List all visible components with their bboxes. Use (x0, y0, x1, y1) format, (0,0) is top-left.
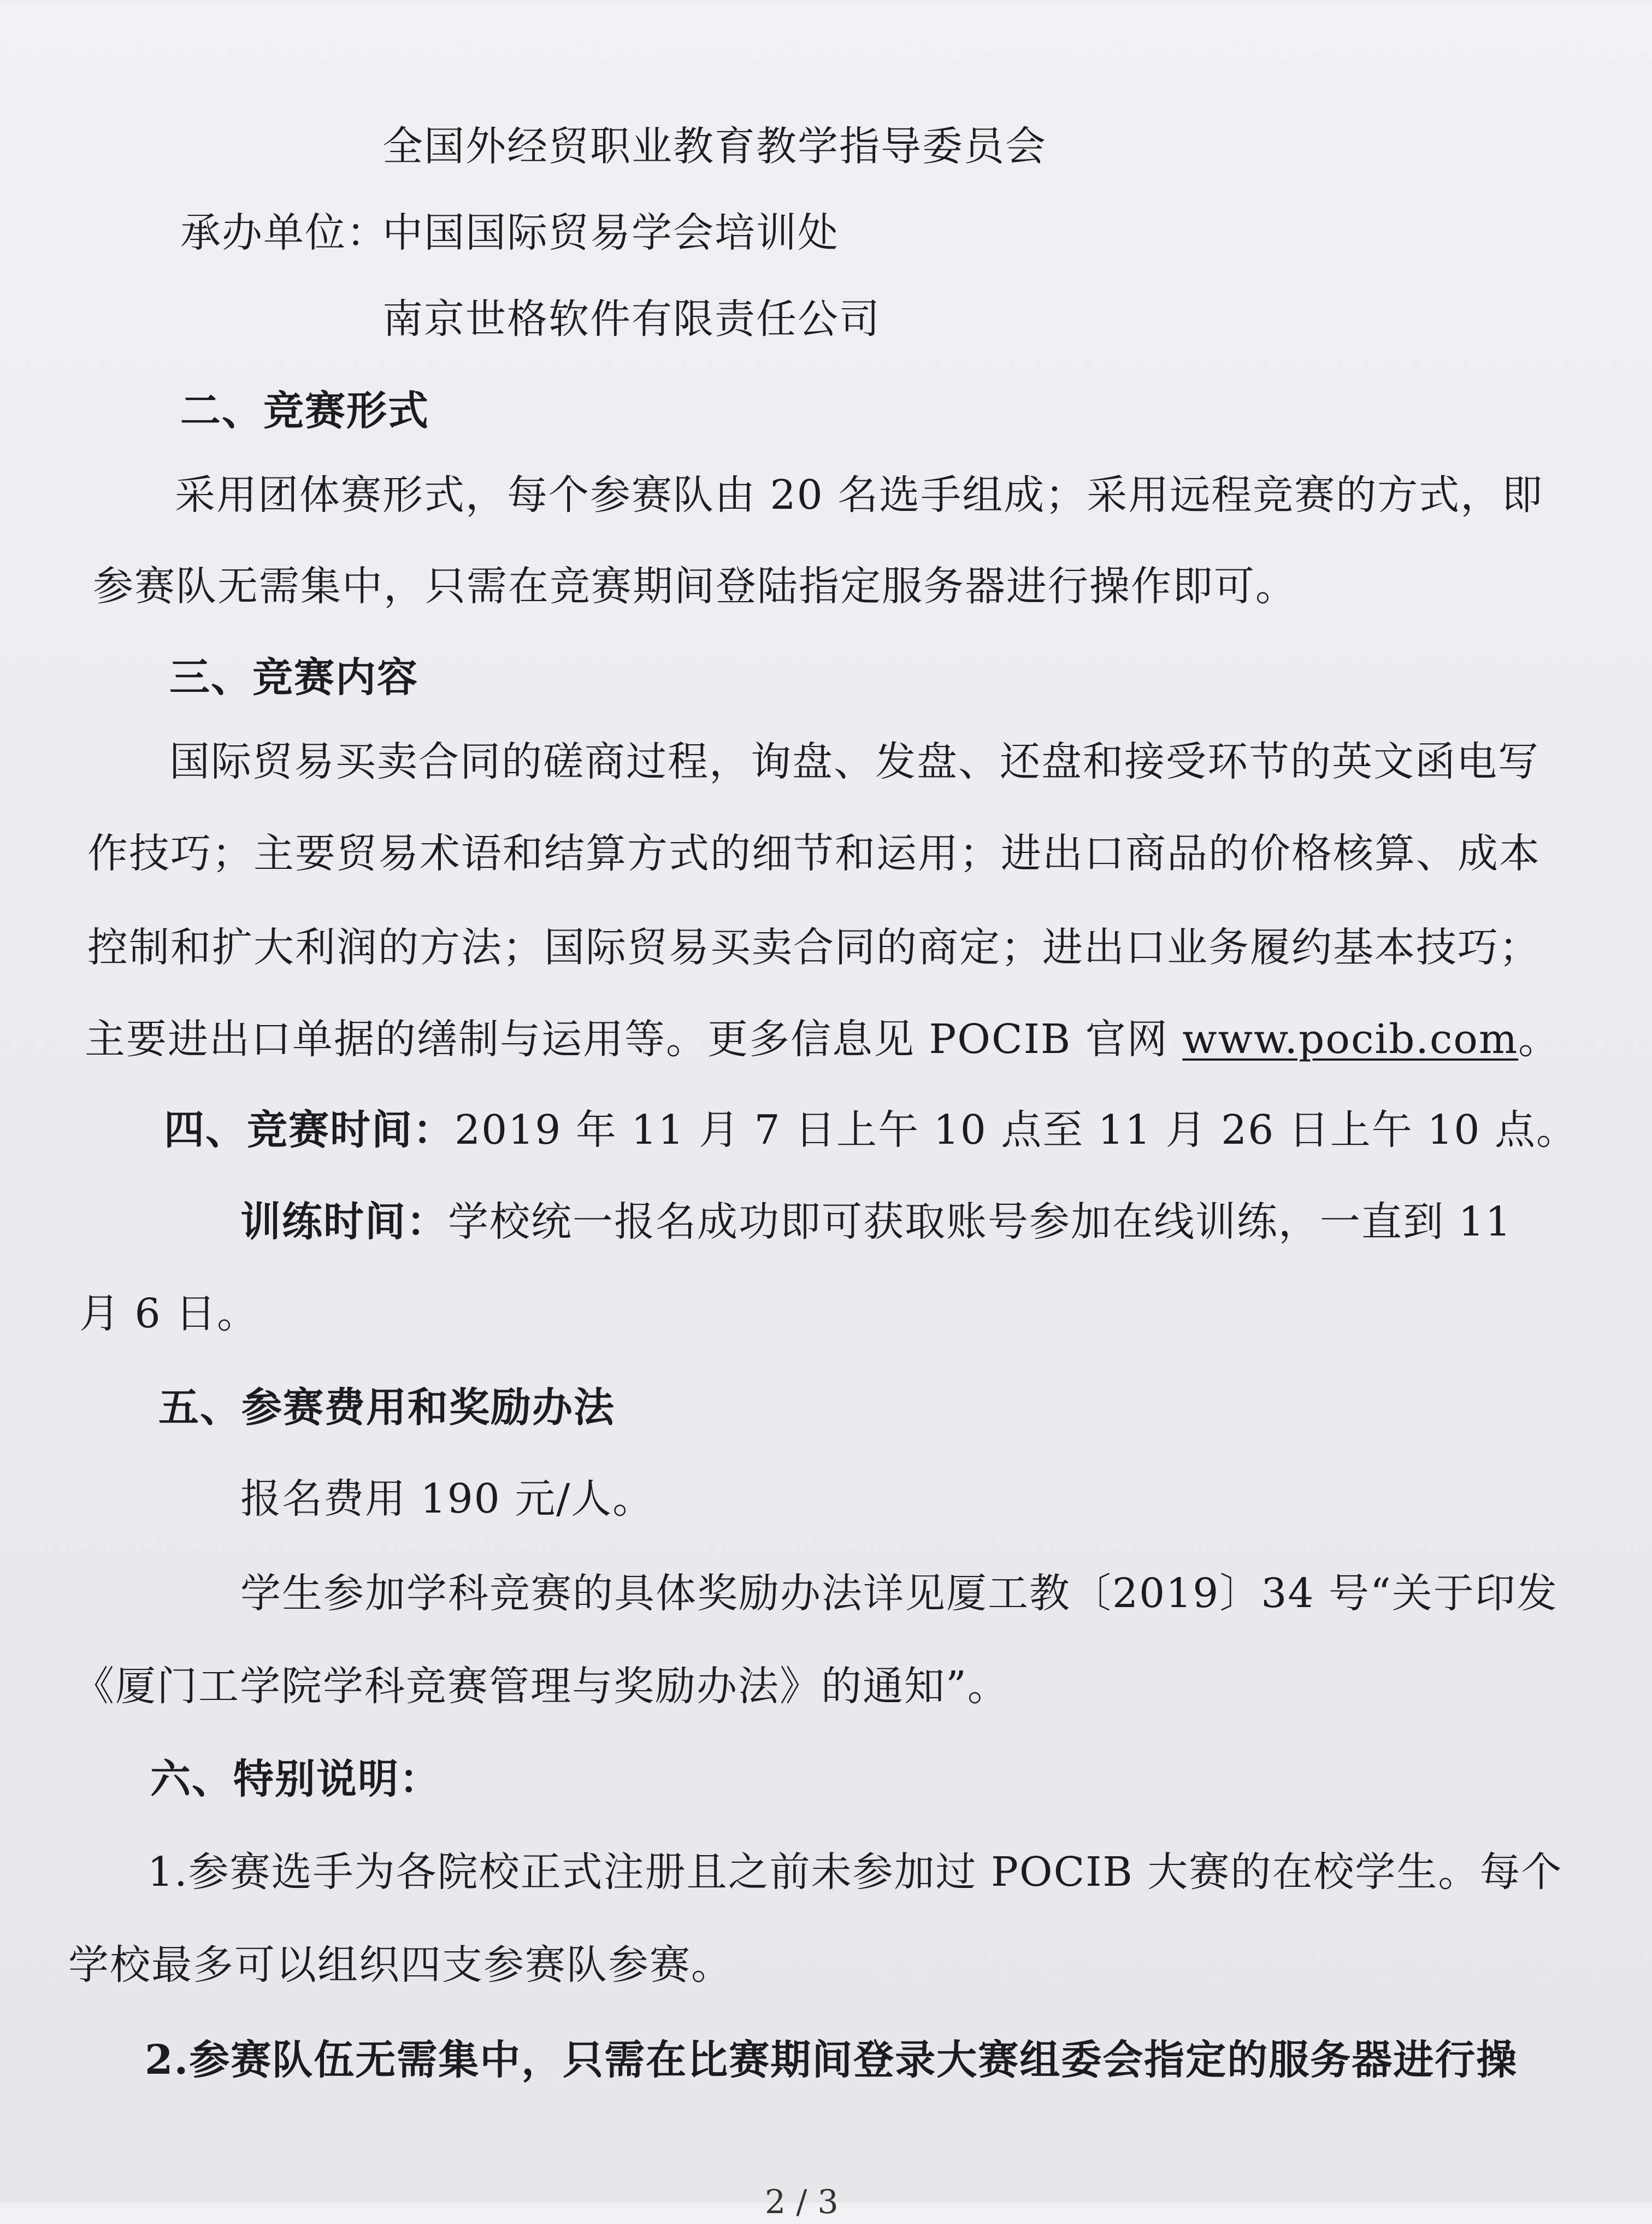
organizer-2: 南京世格软件有限责任公司 (382, 296, 881, 343)
competition-time: 2019 年 11 月 7 日上午 10 点至 11 月 26 日上午 10 点。 (455, 1107, 1578, 1154)
special-item1-line2: 学校最多可以组织四支参赛队参赛。 (68, 1941, 733, 1988)
reward-line2: 《厦门工学院学科竞赛管理与奖励办法》的通知”。 (74, 1663, 1009, 1710)
training-time-line (240, 1196, 1512, 1248)
section3-line2: 作技巧；主要贸易术语和结算方式的细节和运用；进出口商品的价格核算、成本 (87, 830, 1541, 877)
page-number: 2 / 3 (765, 2183, 839, 2221)
training-label: 训练时间： (240, 1198, 448, 1245)
section3-line1: 国际贸易买卖合同的磋商过程，询盘、发盘、还盘和接受环节的英文函电写 (169, 738, 1539, 785)
header-org: 全国外经贸职业教育教学指导委员会 (382, 123, 1047, 170)
section3-line4-suffix: 。 (1518, 1016, 1560, 1063)
reward-line1: 学生参加学科竞赛的具体奖励办法详见厦工教〔2019〕34 号“关于印发 (240, 1570, 1558, 1617)
section3-line4 (85, 1013, 1560, 1066)
organizer-label: 承办单位： (180, 209, 388, 256)
section2-line1: 采用团体赛形式，每个参赛队由 20 名选手组成；采用远程竞赛的方式，即 (175, 472, 1544, 519)
section3-line4-prefix: 主要进出口单据的缮制与运用等。更多信息见 POCIB 官网 (85, 1016, 1183, 1063)
training-text: 学校统一报名成功即可获取账号参加在线训练，一直到 11 (448, 1198, 1512, 1245)
special-item1-line1: 1.参赛选手为各院校正式注册且之前未参加过 POCIB 大赛的在校学生。每个 (148, 1849, 1563, 1896)
fee-text: 报名费用 190 元/人。 (240, 1475, 654, 1522)
section3-heading: 三、竞赛内容 (169, 654, 418, 701)
section2-line2: 参赛队无需集中，只需在竞赛期间登陆指定服务器进行操作即可。 (93, 563, 1297, 610)
section4-heading: 四、竞赛时间： (164, 1107, 455, 1154)
section6-heading: 六、特别说明： (150, 1756, 441, 1803)
section2-heading: 二、竞赛形式 (180, 387, 429, 434)
section3-line3: 控制和扩大利润的方法；国际贸易买卖合同的商定；进出口业务履约基本技巧； (87, 924, 1541, 971)
section5-heading: 五、参赛费用和奖励办法 (158, 1384, 615, 1431)
section4-time-line (164, 1104, 1578, 1156)
organizer-1: 中国国际贸易学会培训处 (382, 209, 839, 256)
training-end: 月 6 日。 (79, 1290, 259, 1337)
special-item2-line1: 2.参赛队伍无需集中，只需在比赛期间登录大赛组委会指定的服务器进行操 (145, 2037, 1518, 2084)
pocib-link[interactable]: www.pocib.com (1182, 1016, 1519, 1063)
